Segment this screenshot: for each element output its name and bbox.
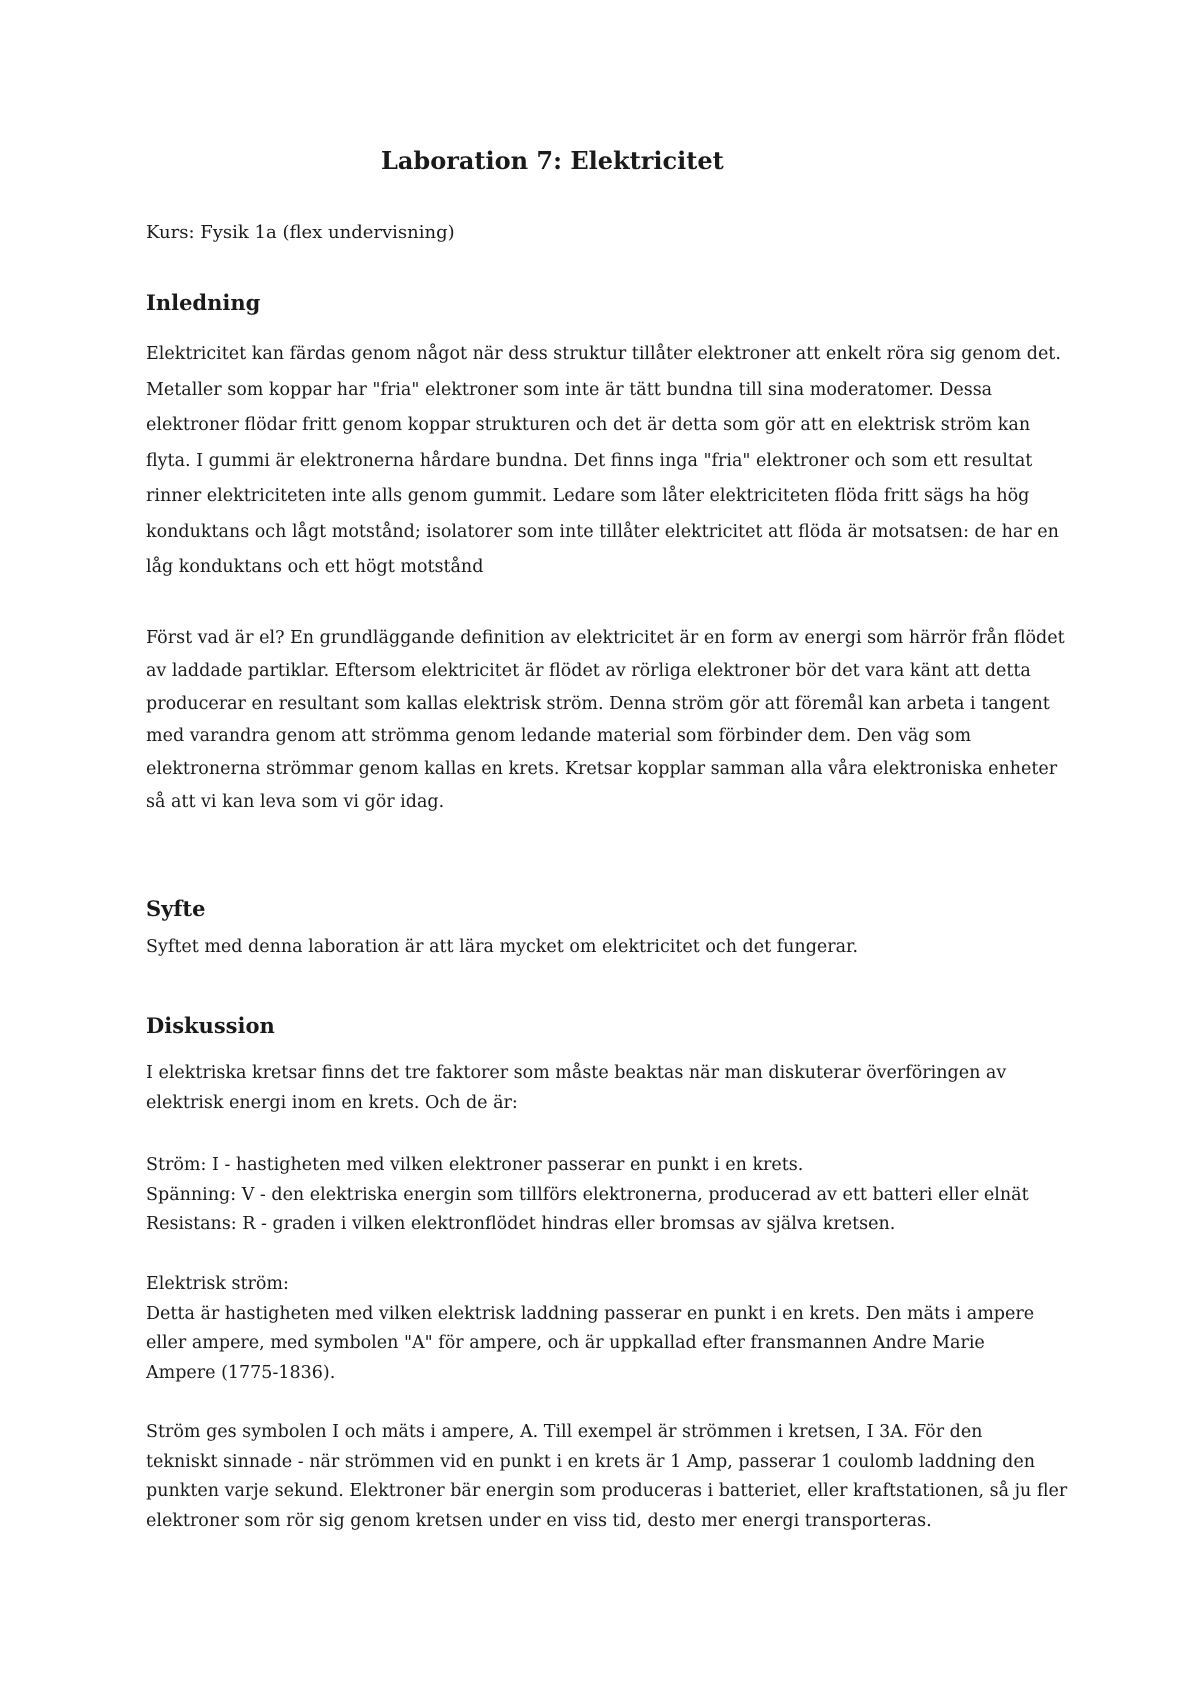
text-line: Först vad är el? En grundläggande definition av elektricitet är en form av energi som härrör från flödet (146, 628, 1065, 648)
text-line: med varandra genom att strömma genom ledande material som förbinder dem. Den väg som (146, 726, 972, 747)
text-line: av laddade partiklar. Eftersom elektricitet är flödet av rörliga elektroner bör det vara känt att detta (146, 660, 1031, 681)
text-line: flyta. I gummi är elektronerna hårdare bundna. Det finns inga "fria" elektroner och som ett resultat (146, 450, 1033, 471)
text-line: elektroner som rör sig genom kretsen under en viss tid, desto mer energi transporteras. (146, 1510, 932, 1531)
text-line: Metaller som koppar har "fria" elektroner som inte är tätt bundna till sina moderatomer. Dessa (146, 379, 993, 400)
text-line: Ampere (1775-1836). (146, 1362, 336, 1383)
factor-voltage: Spänning: V - den elektriska energin som tillförs elektronerna, producerad av ett batteri eller elnät (146, 1184, 1029, 1205)
factor-list (146, 1151, 1066, 1240)
intro-paragraph-2 (146, 622, 1066, 819)
discussion-paragraph-last (146, 1418, 1066, 1536)
text-line: producerar en resultant som kallas elektrisk ström. Denna ström gör att föremål kan arbeta i tangent (146, 693, 1050, 714)
text-line: låg konduktans och ett högt motstånd (146, 557, 484, 577)
text-line: eller ampere, med symbolen "A" för ampere, och är uppkallad efter fransmannen Andre Marie (146, 1333, 985, 1353)
text-line: tekniskt sinnade - när strömmen vid en punkt i en krets är 1 Amp, passerar 1 coulomb laddning den (146, 1451, 1036, 1472)
text-line: elektrisk energi inom en krets. Och de är: (146, 1092, 518, 1113)
text-line: rinner elektriciteten inte alls genom gummit. Ledare som låter elektriciteten flöda fritt sägs ha hög (146, 486, 1030, 506)
text-line: elektroner flödar fritt genom koppar strukturen och det är detta som gör att en elektrisk ström kan (146, 415, 1031, 435)
discussion-heading: Diskussion (146, 1013, 275, 1038)
intro-paragraph-1 (146, 337, 1066, 586)
text-line: I elektriska kretsar finns det tre faktorer som måste beaktas när man diskuterar överföringen av (146, 1063, 1007, 1083)
purpose-heading: Syfte (146, 896, 206, 921)
text-line: konduktans och lågt motstånd; isolatorer som inte tillåter elektricitet att flöda är motsatsen: de har en (146, 521, 1059, 542)
document-title: Laboration 7: Elektricitet (381, 146, 724, 175)
text-line: Elektricitet kan färdas genom något när dess struktur tillåter elektroner att enkelt röra sig genom det. (146, 344, 1061, 364)
text-line: så att vi kan leva som vi gör idag. (146, 791, 445, 812)
current-subheading: Elektrisk ström: (146, 1274, 289, 1294)
text-line: punkten varje sekund. Elektroner bär energin som produceras i batteriet, eller kraftstationen, så ju fler (146, 1481, 1068, 1501)
course-line: Kurs: Fysik 1a (flex undervisning) (146, 222, 455, 243)
text-line: elektronerna strömmar genom kallas en krets. Kretsar kopplar samman alla våra elektroniska enheter (146, 759, 1058, 780)
factor-resistance: Resistans: R - graden i vilken elektronflödet hindras eller bromsas av själva kretsen. (146, 1214, 896, 1234)
text-line: Ström ges symbolen I och mäts i ampere, A. Till exempel är strömmen i kretsen, I 3A. För den (146, 1422, 983, 1442)
current-section (146, 1270, 1066, 1388)
text-line: Detta är hastigheten med vilken elektrisk laddning passerar en punkt i en krets. Den mäts i ampere (146, 1303, 1035, 1324)
purpose-paragraph (146, 933, 1066, 963)
discussion-paragraph-1 (146, 1059, 1066, 1118)
factor-current: Ström: I - hastigheten med vilken elektroner passerar en punkt i en krets. (146, 1155, 804, 1175)
intro-heading: Inledning (146, 290, 261, 315)
text-line: Syftet med denna laboration är att lära mycket om elektricitet och det fungerar. (146, 937, 859, 957)
